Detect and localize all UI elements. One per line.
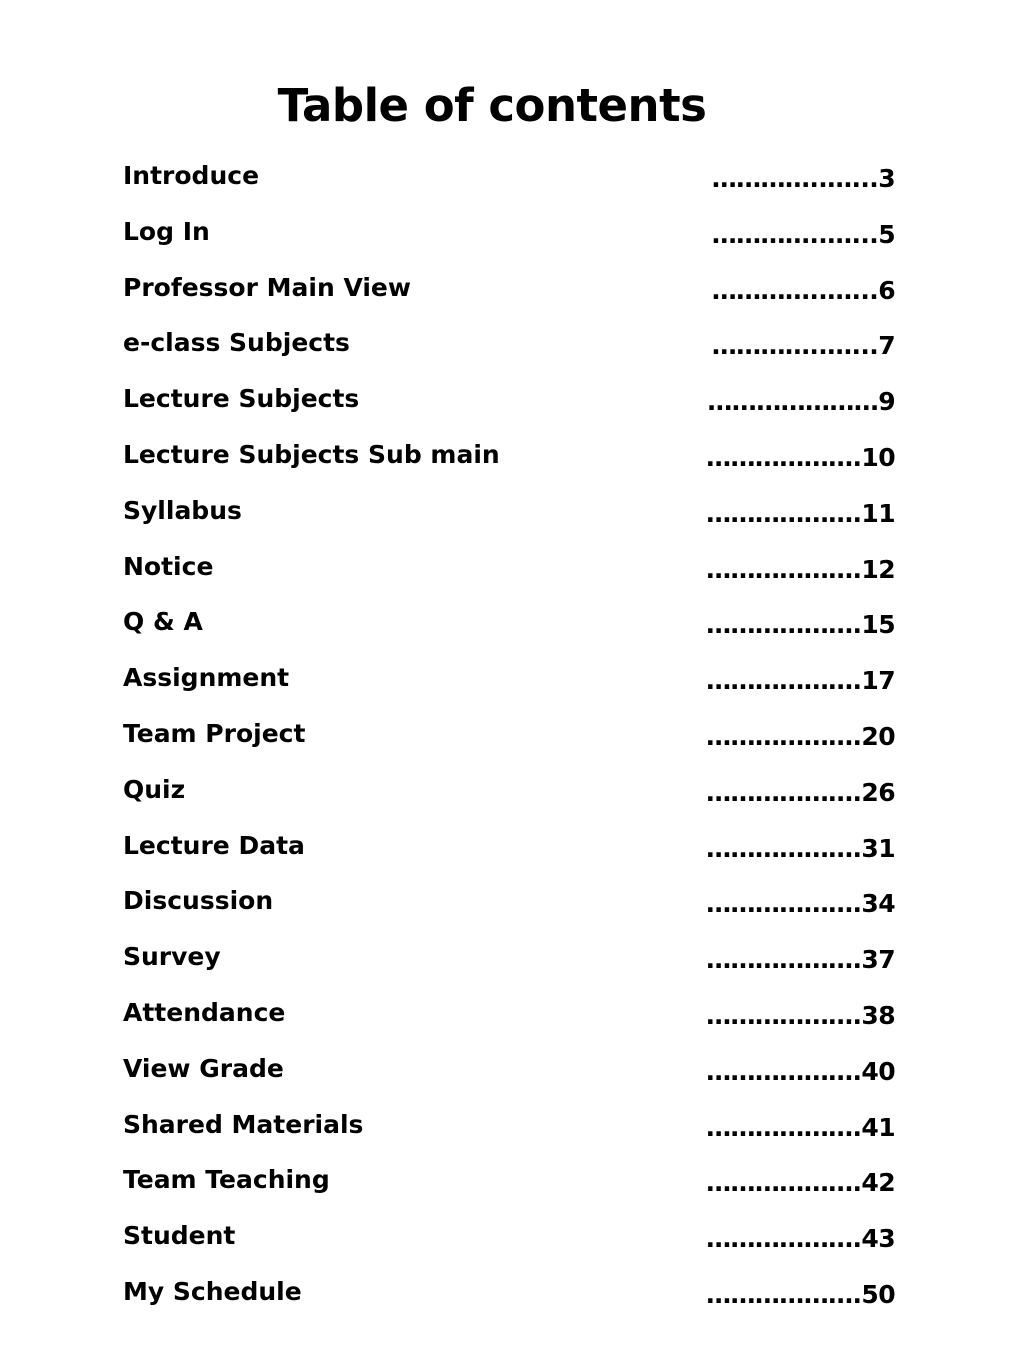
toc-entry: [123, 216, 895, 272]
toc-entry-page: ……………….10: [706, 442, 895, 472]
toc-entry-page: ……………….50: [706, 1279, 895, 1309]
toc-entry: [123, 1109, 895, 1165]
toc-entry: [123, 1276, 895, 1332]
toc-entry-page: ……………….34: [706, 889, 895, 919]
toc-entry-page: ……………….31: [706, 833, 895, 863]
toc-entry: [123, 551, 895, 607]
toc-entry-page: ……………….43: [706, 1224, 895, 1254]
toc-entry-page: …………..…...6: [711, 275, 895, 305]
toc-entry-page: ……………….12: [706, 554, 895, 584]
toc-entry: [123, 439, 895, 495]
toc-entry: [123, 495, 895, 551]
toc-entry: [123, 662, 895, 718]
toc-entry-label: View Grade: [123, 1053, 284, 1083]
toc-entry-label: Team Teaching: [123, 1165, 330, 1195]
toc-list: [123, 160, 895, 1332]
toc-entry: [123, 774, 895, 830]
toc-entry-label: Assignment: [123, 663, 290, 693]
toc-entry-label: e-class Subjects: [123, 328, 350, 358]
toc-entry: [123, 327, 895, 383]
toc-entry: [123, 160, 895, 216]
toc-entry-page: …………..…...3: [711, 164, 895, 193]
page-title: Table of contents: [277, 79, 707, 132]
toc-entry-page: …………..…...5: [711, 219, 895, 249]
toc-entry-label: Discussion: [123, 886, 274, 916]
toc-entry-page: ……………….38: [706, 1000, 895, 1030]
toc-entry-label: Shared Materials: [123, 1109, 364, 1139]
toc-entry-page: ……………….17: [706, 666, 895, 696]
toc-entry-page: …………………9: [707, 387, 895, 417]
toc-entry: [123, 383, 895, 439]
toc-entry-label: Team Project: [123, 718, 306, 748]
toc-entry-label: Q & A: [123, 607, 203, 637]
toc-entry: [123, 941, 895, 997]
toc-entry-label: Lecture Subjects: [123, 384, 360, 414]
toc-entry-label: Attendance: [123, 997, 286, 1027]
toc-entry-label: Student: [123, 1221, 236, 1251]
toc-entry: [123, 997, 895, 1053]
toc-entry-label: Notice: [123, 551, 214, 581]
toc-entry-label: Log In: [123, 216, 210, 246]
toc-entry-page: ……………….26: [706, 777, 895, 807]
toc-entry-label: Survey: [123, 942, 221, 972]
toc-entry: [123, 830, 895, 886]
toc-entry-label: Introduce: [123, 161, 260, 190]
toc-entry: [123, 1164, 895, 1220]
toc-entry: [123, 1053, 895, 1109]
toc-entry-label: My Schedule: [123, 1276, 302, 1306]
toc-entry-page: ……………….42: [706, 1168, 895, 1198]
toc-entry-label: Professor Main View: [123, 272, 411, 302]
toc-entry-page: ……………….20: [706, 721, 895, 751]
toc-entry: [123, 272, 895, 328]
toc-entry-page: ……………….40: [706, 1056, 895, 1086]
toc-entry-page: ……………….41: [706, 1112, 895, 1142]
toc-entry-page: ……………….11: [706, 498, 895, 528]
toc-entry: [123, 885, 895, 941]
toc-entry: [123, 718, 895, 774]
toc-entry-label: Lecture Subjects Sub main: [123, 439, 500, 469]
toc-entry-page: …………..…...7: [711, 331, 895, 361]
toc-entry-label: Syllabus: [123, 495, 242, 525]
toc-entry-page: ……………….15: [706, 610, 895, 640]
toc-entry-page: ……………….37: [706, 945, 895, 975]
toc-entry-label: Quiz: [123, 774, 186, 804]
toc-entry-label: Lecture Data: [123, 830, 305, 860]
toc-entry: [123, 1220, 895, 1276]
toc-entry: [123, 606, 895, 662]
